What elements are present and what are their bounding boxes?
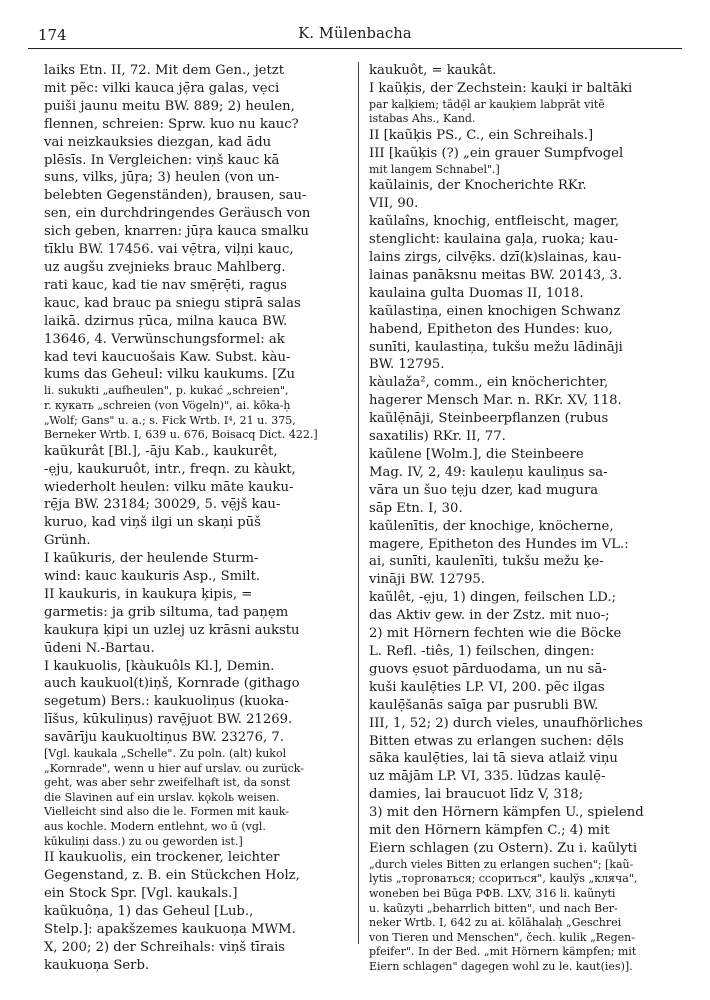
text-line: segetum) Bers.: kaukuoliņus (kuoka- <box>44 694 289 710</box>
text-line: 3) mit den Hörnern kämpfen U., spielend <box>369 805 644 821</box>
text-line: Stelp.]: apakšzemes kaukuoņa MWM. <box>44 921 296 937</box>
text-line: kaũkuôņa, 1) das Geheul [Lub., <box>44 903 254 919</box>
text-line: rẹ̄ja BW. 23184; 30029, 5. vẹ̄jš kau- <box>44 497 281 513</box>
text-line: die Slavinen auf ein urslav. kǫkolь weisen. <box>44 790 280 804</box>
text-line: kums das Geheul: vilku kaukums. [Zu <box>44 367 296 383</box>
text-line: mit den Hörnern kämpfen C.; 4) mit <box>369 823 610 839</box>
text-line: damies, lai braucuot līdz V, 318; <box>369 787 584 803</box>
text-line: flennen, schreien: Sprw. kuo nu kauc? <box>44 116 299 132</box>
text-line: III, 1, 52; 2) durch vieles, unaufhörliches <box>369 715 643 731</box>
text-line: rati kauc, kad tie nav smẹ̄rẹ̄ti, ragus <box>44 277 287 293</box>
text-line: sāp Etn. I, 30. <box>369 500 463 516</box>
text-line: puiši jaunu meitu BW. 889; 2) heulen, <box>44 98 295 114</box>
text-line: kaukuôt, = kaukât. <box>369 63 497 78</box>
text-line: saxatilis) RKr. II, 77. <box>369 429 506 445</box>
text-line: Berneker Wrtb. I, 639 u. 676, Boisacq Dict. 422.] <box>44 428 318 442</box>
text-line: Gegenstand, z. B. ein Stückchen Holz, <box>44 868 300 884</box>
text-line: kuruo, kad viņš ilgi un skaņi pūš <box>44 515 261 531</box>
text-line: Mag. IV, 2, 49: kauleņu kauliņus sa- <box>369 464 608 480</box>
text-line: BW. 12795. <box>369 357 445 373</box>
text-line: sen, ein durchdringendes Geräusch von <box>44 206 311 222</box>
page-number: 174 <box>38 26 67 44</box>
text-line: [Vgl. kaukala „Schelle". Zu poln. (alt) kukol <box>44 747 287 761</box>
text-line: magere, Epitheton des Hundes im VL.: <box>369 536 629 552</box>
text-line: aus kochle. Modern entlehnt, wo ū (vgl. <box>44 820 266 834</box>
text-line: li. sukukti „aufheulen", p. kukać „schreien", <box>44 384 289 398</box>
text-line: I kaũķis, der Zechstein: kauķi ir baltāki <box>369 80 633 96</box>
text-line: geht, was aber sehr zweifelhaft ist, da sonst <box>44 776 291 790</box>
text-line: lains zirgs, cilvẹ̄ks. dzī(k)slainas, kau- <box>369 250 622 266</box>
text-line: auch kaukuol(t)iņš, Kornrade (githago <box>44 676 300 692</box>
text-line: kaulẹ̄šanās saīga par pusrubli BW. <box>369 697 599 713</box>
text-line: tīklu BW. 17456. vai vẹ̄tra, viļņi kauc, <box>44 242 294 258</box>
text-line: X, 200; 2) der Schreihals: viņš tīrais <box>44 939 286 955</box>
text-line: 13646, 4. Verwünschungsformel: ak <box>44 331 285 347</box>
text-line: habend, Epitheton des Hundes: kuo, <box>369 321 613 337</box>
text-line: I kaũkuris, der heulende Sturm- <box>44 551 259 567</box>
text-line: ein Stock Spr. [Vgl. kaukals.] <box>44 886 238 902</box>
text-line: vināji BW. 12795. <box>369 572 485 588</box>
text-line: Eiern schlagen (zu Ostern). Zu i. kaũlyti <box>369 840 638 856</box>
text-line: kauc, kad brauc pa sniegu stiprā salas <box>44 295 301 311</box>
text-line: lainas panāksnu meitas BW. 20143, 3. <box>369 267 623 283</box>
text-line: VII, 90. <box>369 196 419 212</box>
left-column <box>44 62 348 975</box>
text-line: uz mājām LP. VI, 335. lūdzas kaulẹ̄- <box>369 769 606 785</box>
text-line: kaũkurât [Bl.], -āju Kab., kaukurêt, <box>44 443 278 459</box>
text-line: laiks Etn. II, 72. Mit dem Gen., jetzt <box>44 63 285 78</box>
text-line: ūdeni N.-Bartau. <box>44 640 155 656</box>
text-line: savārīju kaukuoltiņus BW. 23276, 7. <box>44 730 284 746</box>
text-line: I kaukuolis, [kàukuôls Kl.], Demin. <box>44 658 275 674</box>
text-line: stenglicht: kaulaina gaļa, ruoka; kau- <box>369 232 619 248</box>
text-line: lytis „торговаться; ссориться", kaulỹs „кляча", <box>369 872 638 886</box>
text-line: sich geben, knarren: jūŗa kauca smalku <box>44 224 309 240</box>
text-line: kaũlenītis, der knochige, knöcherne, <box>369 518 614 534</box>
page-header <box>28 20 682 46</box>
text-line: III [kaũķis (?) „ein grauer Sumpfvogel <box>369 145 624 161</box>
text-line: r. кукать „schreien (von Vögeln)", ai. kōka-ḥ <box>44 398 291 412</box>
text-line: -ẹju, kaukuruôt, intr., freqn. zu kàukt, <box>44 461 296 477</box>
text-line: wind: kauc kaukuris Asp., Smilt. <box>44 569 261 585</box>
text-line: pfeifer". In der Bed. „mit Hörnern kämpfen; mit <box>369 945 637 959</box>
text-line: hagerer Mensch Mar. n. RKr. XV, 118. <box>369 393 622 409</box>
text-line: wiederholt heulen: vilku māte kauku- <box>44 479 294 495</box>
text-line: sāka kaulẹ̄ties, lai tā sieva atlaiž viņu <box>369 751 618 767</box>
text-line: Grünh. <box>44 533 91 549</box>
text-line: mit langem Schnabel".] <box>369 162 500 176</box>
text-line: kuši kaulẹ̄ties LP. VI, 200. pẽc ilgas <box>369 679 605 695</box>
text-line: kaukuŗa ķipi un uzlej uz krāsni aukstu <box>44 622 300 638</box>
text-line: „Wolf; Gans" u. a.; s. Fick Wrtb. I⁴, 21 u. 375, <box>44 413 296 427</box>
text-line: ai, sunīti, kaulenīti, tukšu mežu ķe- <box>369 554 604 570</box>
text-line: plēsīs. In Vergleichen: viņš kauc kā <box>44 152 280 168</box>
text-line: Vielleicht sind also die le. Formen mit kauk- <box>44 805 290 819</box>
text-line: woneben bei Būga РФВ. LXV, 316 li. kaũnyti <box>369 887 616 901</box>
running-head: K. Mülenbacha <box>298 26 412 42</box>
column-divider <box>358 62 359 944</box>
text-line: garmetis: ja grib siltuma, tad paņẹm <box>44 604 289 620</box>
text-line: kaũlene [Wolm.], die Steinbeere <box>369 447 584 462</box>
text-line: par kaļķiem; tādẹ̄l ar kauķiem labprāt vitē <box>369 97 605 111</box>
text-line: u. kaũzyti „beharrlich bitten", und nach Ber- <box>369 901 618 915</box>
text-line: kaulaina gulta Duomas II, 1018. <box>369 285 584 301</box>
text-line: vāra un šuo tẹju dzer, kad mugura <box>369 482 599 498</box>
text-line: II [kaũķis PS., C., ein Schreihals.] <box>369 128 594 143</box>
text-line: laikā. dzirnus ŗūca, milna kauca BW. <box>44 313 288 329</box>
text-line: Eiern schlagen" dagegen wohl zu le. kaut(ies)]. <box>369 960 633 973</box>
text-line: von Tieren und Menschen", čech. kulik „Regen- <box>369 930 635 944</box>
text-line: istabas Ahs., Kand. <box>369 112 476 126</box>
text-line: Bitten etwas zu erlangen suchen: dẹ̄ls <box>369 733 624 749</box>
text-line: kad tevi kaucuošais Kaw. Subst. kàu- <box>44 349 291 365</box>
text-line: sunīti, kaulastiņa, tukšu mežu lādināji <box>369 339 623 355</box>
text-line: uz augšu zvejnieks brauc Mahlberg. <box>44 259 286 275</box>
text-line: suns, vilks, jūŗa; 3) heulen (von un- <box>44 170 280 186</box>
text-line: mit pẽc: vilki kauca jẹ̄ra galas, vẹci <box>44 80 280 96</box>
text-line: vai neizkauksies diezgan, kad ādu <box>44 134 272 150</box>
text-line: kaũlẹ̄nāji, Steinbeerpflanzen (rubus <box>369 411 609 427</box>
text-line: kaukuoņa Serb. <box>44 957 150 973</box>
text-line: guovs ẹsuot pārduodama, un nu sā- <box>369 661 607 677</box>
header-rule <box>28 48 682 49</box>
text-line: kaũlêt, -ẹju, 1) dingen, feilschen LD.; <box>369 590 617 606</box>
text-line: II kaukuris, in kaukuŗa ķipis, = <box>44 586 253 602</box>
text-line: neker Wrtb. I, 642 zu ai. kōlāhalaḥ „Geschrei <box>369 916 622 930</box>
text-line: kaũlastiņa, einen knochigen Schwanz <box>369 303 621 319</box>
text-line: „durch vieles Bitten zu erlangen suchen"; [kaũ- <box>369 857 634 871</box>
text-line: līšus, kūkuliņus) ravẹ̄juot BW. 21269. <box>44 712 293 728</box>
text-line: 2) mit Hörnern fechten wie die Böcke <box>369 626 622 642</box>
text-line: das Aktiv gew. in der Zstz. mit nuo-; <box>369 608 610 624</box>
right-column <box>369 62 661 975</box>
text-line: II kaukuolis, ein trockener, leichter <box>44 850 280 866</box>
text-line: kūkuliņi dass.) zu ou geworden ist.] <box>44 834 243 848</box>
text-line: kaũlaîns, knochig, entfleischt, mager, <box>369 214 620 230</box>
text-line: belebten Gegenständen), brausen, sau- <box>44 188 307 204</box>
text-line: „Kornrade", wenn u hier auf urslav. ou zurück- <box>44 761 304 775</box>
text-line: L. Refl. -tiês, 1) feilschen, dingen: <box>369 643 595 659</box>
text-line: kaũlainis, der Knocherichte RKr. <box>369 178 587 194</box>
text-line: kàulaža², comm., ein knöcherichter, <box>369 375 609 391</box>
